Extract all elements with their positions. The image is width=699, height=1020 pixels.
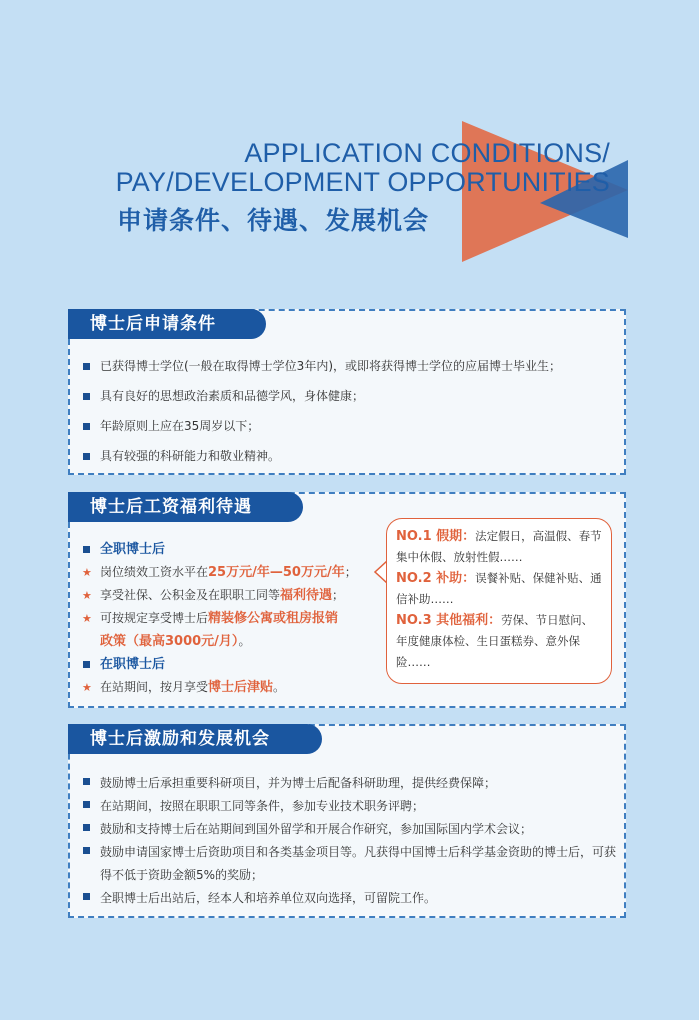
pay-details: [82, 538, 387, 699]
section-heading-conditions: 博士后申请条件: [68, 309, 266, 339]
conditions-list: [82, 357, 616, 477]
allowance-row: ★ 在站期间，按月享受博士后津贴。: [82, 676, 387, 699]
section-development: [68, 724, 626, 918]
benefit-item: NO.3 其他福利：劳保、节日慰问、年度健康体检、生日蛋糕券、意外保险……: [396, 613, 594, 669]
title-english-line1: APPLICATION CONDITIONS/: [244, 138, 610, 168]
bullet-square-icon: [83, 893, 90, 900]
star-icon: ★: [82, 681, 92, 694]
title-chinese: 申请条件、待遇、发展机会: [117, 206, 430, 235]
star-icon: ★: [82, 612, 92, 625]
title-english-line2: PAY/DEVELOPMENT OPPORTUNITIES: [115, 167, 610, 197]
list-item: 具有良好的思想政治素质和品德学风，身体健康；: [82, 387, 616, 417]
list-item: 具有较强的科研能力和敬业精神。: [82, 447, 616, 477]
list-item: 年龄原则上应在35周岁以下；: [82, 417, 616, 447]
list-item: 鼓励和支持博士后在站期间到国外留学和开展合作研究，参加国际国内学术会议；: [82, 818, 616, 841]
section-conditions: [68, 309, 626, 475]
benefits-callout: [386, 518, 612, 684]
benefit-item: NO.2 补助：误餐补贴、保健补贴、通信补助……: [396, 571, 602, 606]
list-item: 鼓励博士后承担重要科研项目，并为博士后配备科研助理，提供经费保障；: [82, 772, 616, 795]
bullet-square-icon: [83, 778, 90, 785]
bullet-square-icon: [83, 393, 90, 400]
bullet-square-icon: [83, 423, 90, 430]
bullet-square-icon: [83, 661, 90, 668]
housing-row: ★ 可按规定享受博士后精装修公寓或租房报销 政策（最高3000元/月）。: [82, 607, 387, 653]
social-row: ★ 享受社保、公积金及在职职工同等福利待遇；: [82, 584, 387, 607]
star-icon: ★: [82, 589, 92, 602]
bullet-square-icon: [83, 363, 90, 370]
salary-row: ★ 岗位绩效工资水平在25万元/年—50万元/年；: [82, 561, 387, 584]
list-item: 在站期间，按照在职职工同等条件，参加专业技术职务评聘；: [82, 795, 616, 818]
section-heading-development: 博士后激励和发展机会: [68, 724, 322, 754]
list-item: 全职博士后出站后，经本人和培养单位双向选择，可留院工作。: [82, 887, 616, 910]
section-heading-pay: 博士后工资福利待遇: [68, 492, 303, 522]
onjob-label: 在职博士后: [82, 653, 387, 676]
bullet-square-icon: [83, 801, 90, 808]
list-item: 鼓励申请国家博士后资助项目和各类基金项目等。凡获得中国博士后科学基金资助的博士后，可获得不低于资助金额5%的奖励；: [82, 841, 616, 887]
fulltime-label: 全职博士后: [82, 538, 387, 561]
star-icon: ★: [82, 566, 92, 579]
bullet-square-icon: [83, 824, 90, 831]
benefit-item: NO.1 假期：法定假日，高温假、春节集中休假、放射性假……: [396, 529, 602, 564]
section-pay-benefits: [68, 492, 626, 708]
bullet-square-icon: [83, 453, 90, 460]
bullet-square-icon: [83, 847, 90, 854]
list-item: 已获得博士学位(一般在取得博士学位3年内)，或即将获得博士学位的应届博士毕业生；: [82, 357, 616, 387]
bullet-square-icon: [83, 546, 90, 553]
development-list: [82, 772, 616, 910]
